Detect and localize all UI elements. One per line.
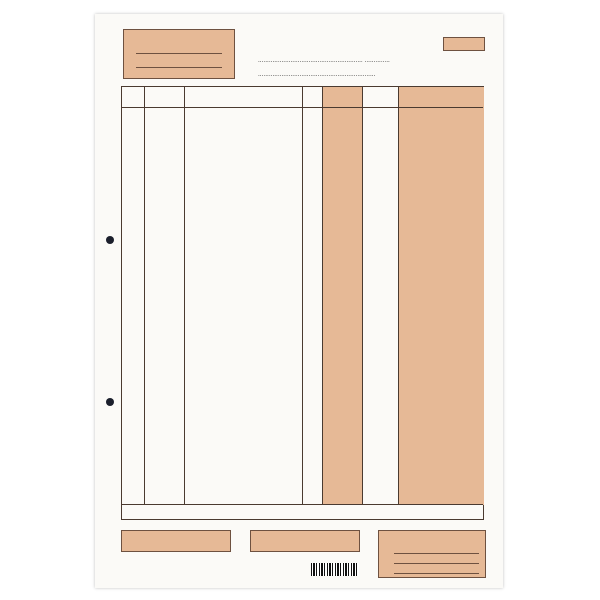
value-column-fill	[398, 87, 484, 505]
sheet-number-box[interactable]	[443, 37, 485, 51]
manager-box[interactable]	[250, 530, 360, 552]
controlled-box[interactable]	[121, 530, 231, 552]
signature-line-2[interactable]	[385, 556, 479, 565]
punch-hole-bottom	[106, 398, 114, 406]
commission-box[interactable]	[378, 530, 486, 578]
punch-hole-top	[106, 236, 114, 244]
date-field[interactable]: .......................................................... ..............	[258, 57, 390, 64]
signature-line-3[interactable]	[385, 566, 479, 575]
inventory-table	[121, 86, 484, 520]
store-field[interactable]: .................................................................	[258, 71, 376, 78]
barcode	[311, 563, 359, 583]
signature-line-1[interactable]	[385, 546, 479, 555]
company-line	[136, 53, 222, 54]
quantity-column-fill	[322, 87, 362, 505]
table-footer	[122, 504, 483, 519]
place-line	[136, 67, 222, 68]
barcode-bars	[311, 563, 359, 576]
company-box	[123, 29, 235, 79]
